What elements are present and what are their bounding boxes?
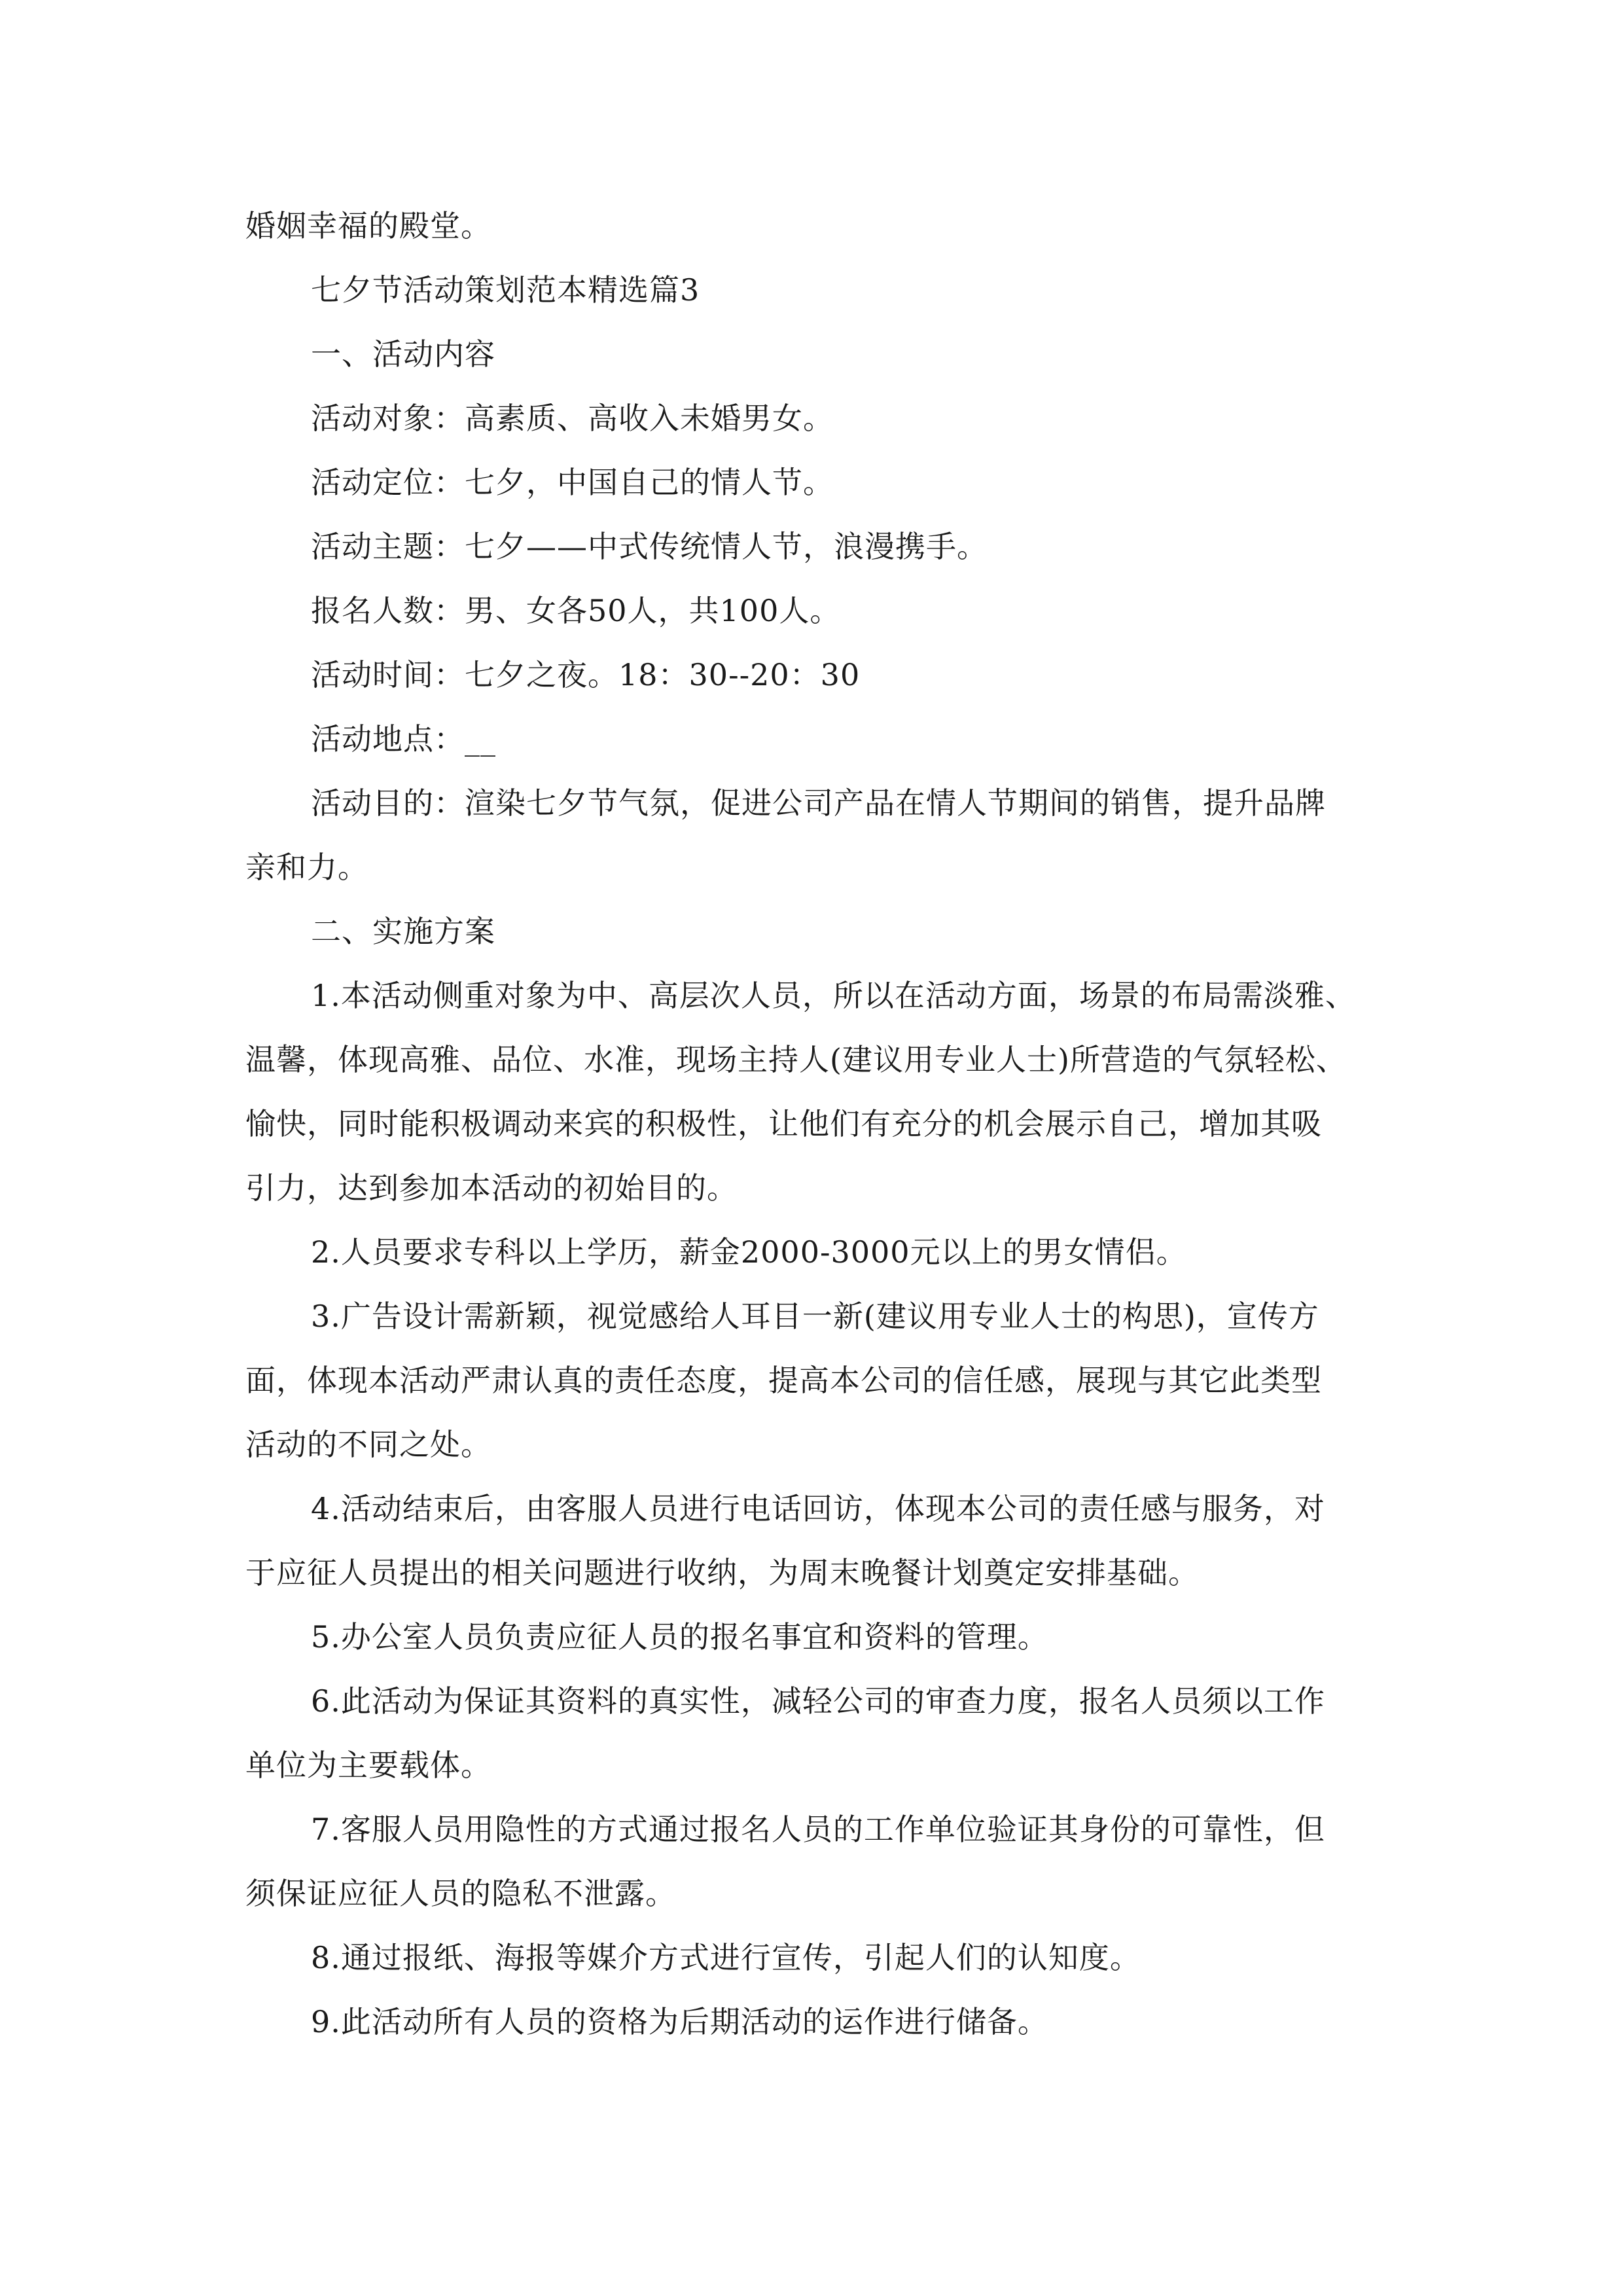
text-line: 7.客服人员用隐性的方式通过报名人员的工作单位验证其身份的可靠性，但 [311, 1812, 1325, 1847]
text-line: 2.人员要求专科以上学历，薪金2000-3000元以上的男女情侣。 [311, 1234, 1187, 1270]
text-line: 4.活动结束后，由客服人员进行电话回访，体现本公司的责任感与服务，对 [311, 1491, 1325, 1526]
text-line: 活动地点：__ [311, 721, 496, 757]
text-line: 愉快，同时能积极调动来宾的积极性，让他们有充分的机会展示自己，增加其吸 [245, 1106, 1322, 1141]
text-line: 活动主题：七夕——中式传统情人节，浪漫携手。 [311, 529, 988, 564]
text-line: 活动时间：七夕之夜。18：30--20：30 [311, 657, 861, 692]
text-line: 单位为主要载体。 [245, 1748, 491, 1783]
document-body [245, 194, 1378, 2054]
text-line: 婚姻幸福的殿堂。 [245, 208, 491, 243]
text-line: 1.本活动侧重对象为中、高层次人员，所以在活动方面，场景的布局需淡雅、 [311, 978, 1356, 1013]
text-line: 二、实施方案 [311, 914, 495, 949]
text-line: 须保证应征人员的隐私不泄露。 [245, 1876, 676, 1911]
text-line: 活动定位：七夕，中国自己的情人节。 [311, 465, 834, 500]
text-line: 于应征人员提出的相关问题进行收纳，为周末晚餐计划奠定安排基础。 [245, 1555, 1199, 1590]
text-line: 一、活动内容 [311, 336, 495, 372]
text-line: 活动目的：渲染七夕节气氛，促进公司产品在情人节期间的销售，提升品牌 [311, 785, 1326, 821]
text-line: 七夕节活动策划范本精选篇3 [311, 272, 700, 308]
text-line: 面，体现本活动严肃认真的责任态度，提高本公司的信任感，展现与其它此类型 [245, 1363, 1322, 1398]
text-line: 报名人数：男、女各50人，共100人。 [311, 593, 841, 628]
text-line: 9.此活动所有人员的资格为后期活动的运作进行储备。 [311, 2004, 1048, 2039]
text-line: 5.办公室人员负责应征人员的报名事宜和资料的管理。 [311, 1619, 1048, 1655]
text-line: 3.广告设计需新颖，视觉感给人耳目一新(建议用专业人士的构思)，宣传方 [311, 1299, 1319, 1334]
text-line: 8.通过报纸、海报等媒介方式进行宣传，引起人们的认知度。 [311, 1940, 1141, 1975]
text-line: 活动的不同之处。 [245, 1427, 491, 1462]
text-line: 亲和力。 [245, 850, 368, 885]
text-line: 活动对象：高素质、高收入未婚男女。 [311, 401, 834, 436]
text-line: 引力，达到参加本活动的初始目的。 [245, 1170, 738, 1206]
text-line: 温馨，体现高雅、品位、水准，现场主持人(建议用专业人士)所营造的气氛轻松、 [245, 1042, 1347, 1077]
text-line: 6.此活动为保证其资料的真实性，减轻公司的审查力度，报名人员须以工作 [311, 1683, 1325, 1719]
